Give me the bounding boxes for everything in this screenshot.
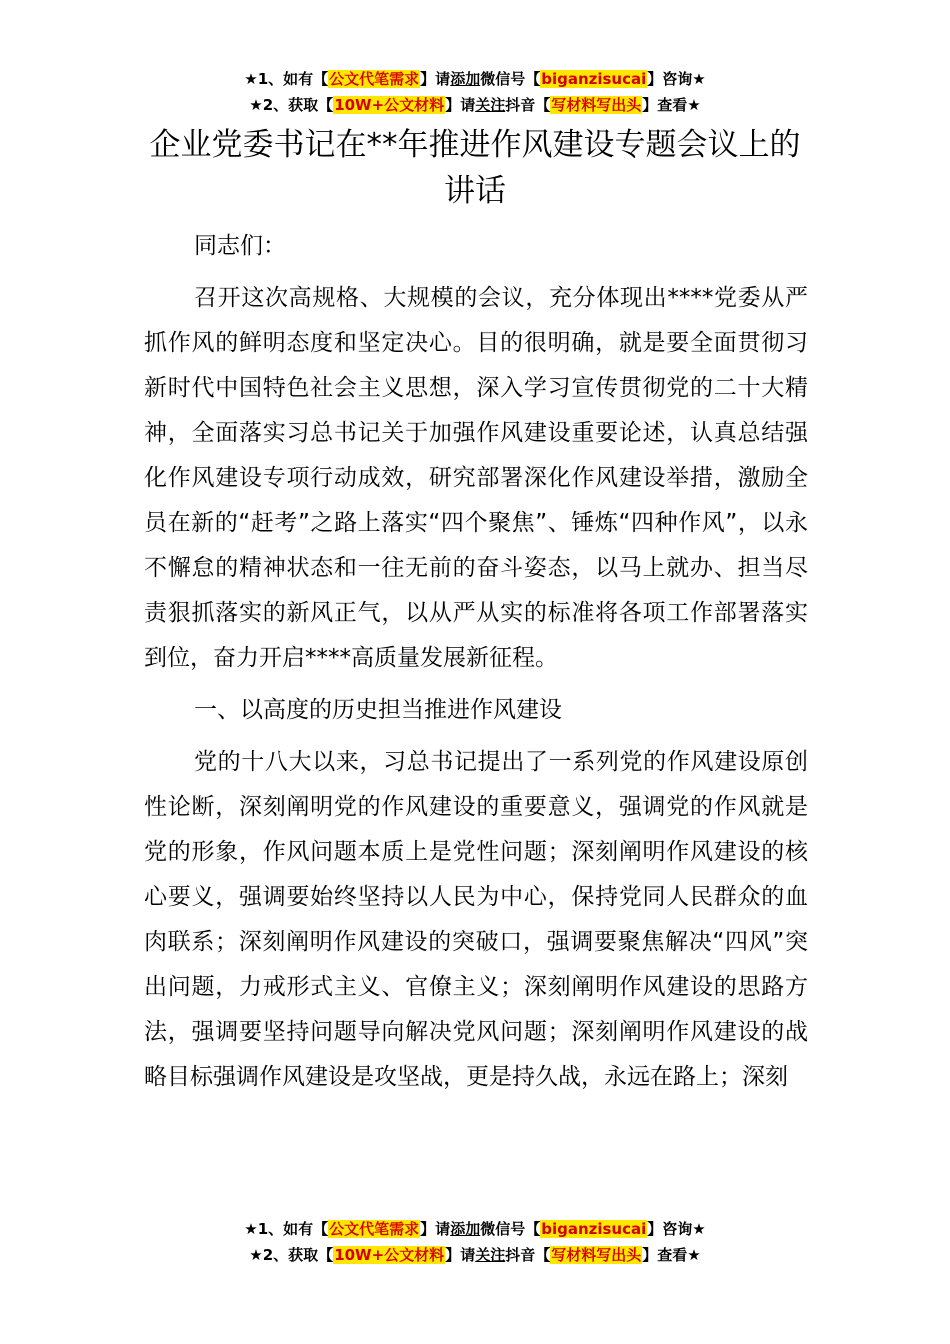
highlight-text: 写材料写出头	[551, 1246, 642, 1264]
header-banner	[0, 66, 950, 118]
salutation: 同志们：	[194, 233, 286, 259]
highlight-text: biganzisucai	[541, 1220, 647, 1238]
paragraph: 召开这次高规格、大规模的会议，充分体现出****党委从严抓作风的鲜明态度和坚定决心。目的很明确，就是要全面贯彻习新时代中国特色社会主义思想，深入学习宣传贯彻党的二十大精神，全面落实习总书记关于加强作风建设重要论述，认真总结强化作风建设专项行动成效，研究部署深化作风建设举措，激励全员在新的“赶考”之路上落实“四个聚焦”、锤炼“四种作风”，以永不懈怠的精神状态和一往无前的奋斗姿态，以马上就办、担当尽责狠抓落实的新风正气，以从严从实的标准将各项工作部署落实到位，奋力开启****高质量发展新征程。	[144, 285, 808, 671]
star-icon: ★	[249, 1246, 263, 1264]
star-icon: ★	[244, 1220, 258, 1238]
document-title: 企业党委书记在**年推进作风建设专题会议上的讲话	[149, 127, 801, 209]
highlight-text: 写材料写出头	[551, 96, 642, 114]
banner-line-1: ★1、如有【公文代笔需求】请添加微信号【biganzisucai】咨询★	[244, 70, 706, 88]
highlight-text: 10W+公文材料	[334, 96, 445, 114]
banner-line-1: ★1、如有【公文代笔需求】请添加微信号【biganzisucai】咨询★	[244, 1220, 706, 1238]
highlight-text: biganzisucai	[541, 70, 647, 88]
star-icon: ★	[244, 70, 258, 88]
highlight-text: 公文代笔需求	[329, 70, 420, 88]
document-body	[144, 224, 808, 1107]
banner-line-2: ★2、获取【10W+公文材料】请关注抖音【写材料写出头】查看★	[249, 96, 701, 114]
banner-line-2: ★2、获取【10W+公文材料】请关注抖音【写材料写出头】查看★	[249, 1246, 701, 1264]
highlight-text: 公文代笔需求	[329, 1220, 420, 1238]
paragraph: 党的十八大以来，习总书记提出了一系列党的作风建设原创性论断，深刻阐明党的作风建设的重要意义，强调党的作风就是党的形象，作风问题本质上是党性问题；深刻阐明作风建设的核心要义，强调要始终坚持以人民为中心，保持党同人民群众的血肉联系；深刻阐明作风建设的突破口，强调要聚焦解决“四风”突出问题，力戒形式主义、官僚主义；深刻阐明作风建设的思路方法，强调要坚持问题导向解决党风问题；深刻阐明作风建设的战略目标强调作风建设是攻坚战，更是持久战，永远在路上；深刻	[144, 749, 808, 1090]
star-icon: ★	[249, 96, 263, 114]
highlight-text: 10W+公文材料	[334, 1246, 445, 1264]
footer-banner	[0, 1216, 950, 1268]
section-heading: 一、以高度的历史担当推进作风建设	[194, 697, 562, 723]
